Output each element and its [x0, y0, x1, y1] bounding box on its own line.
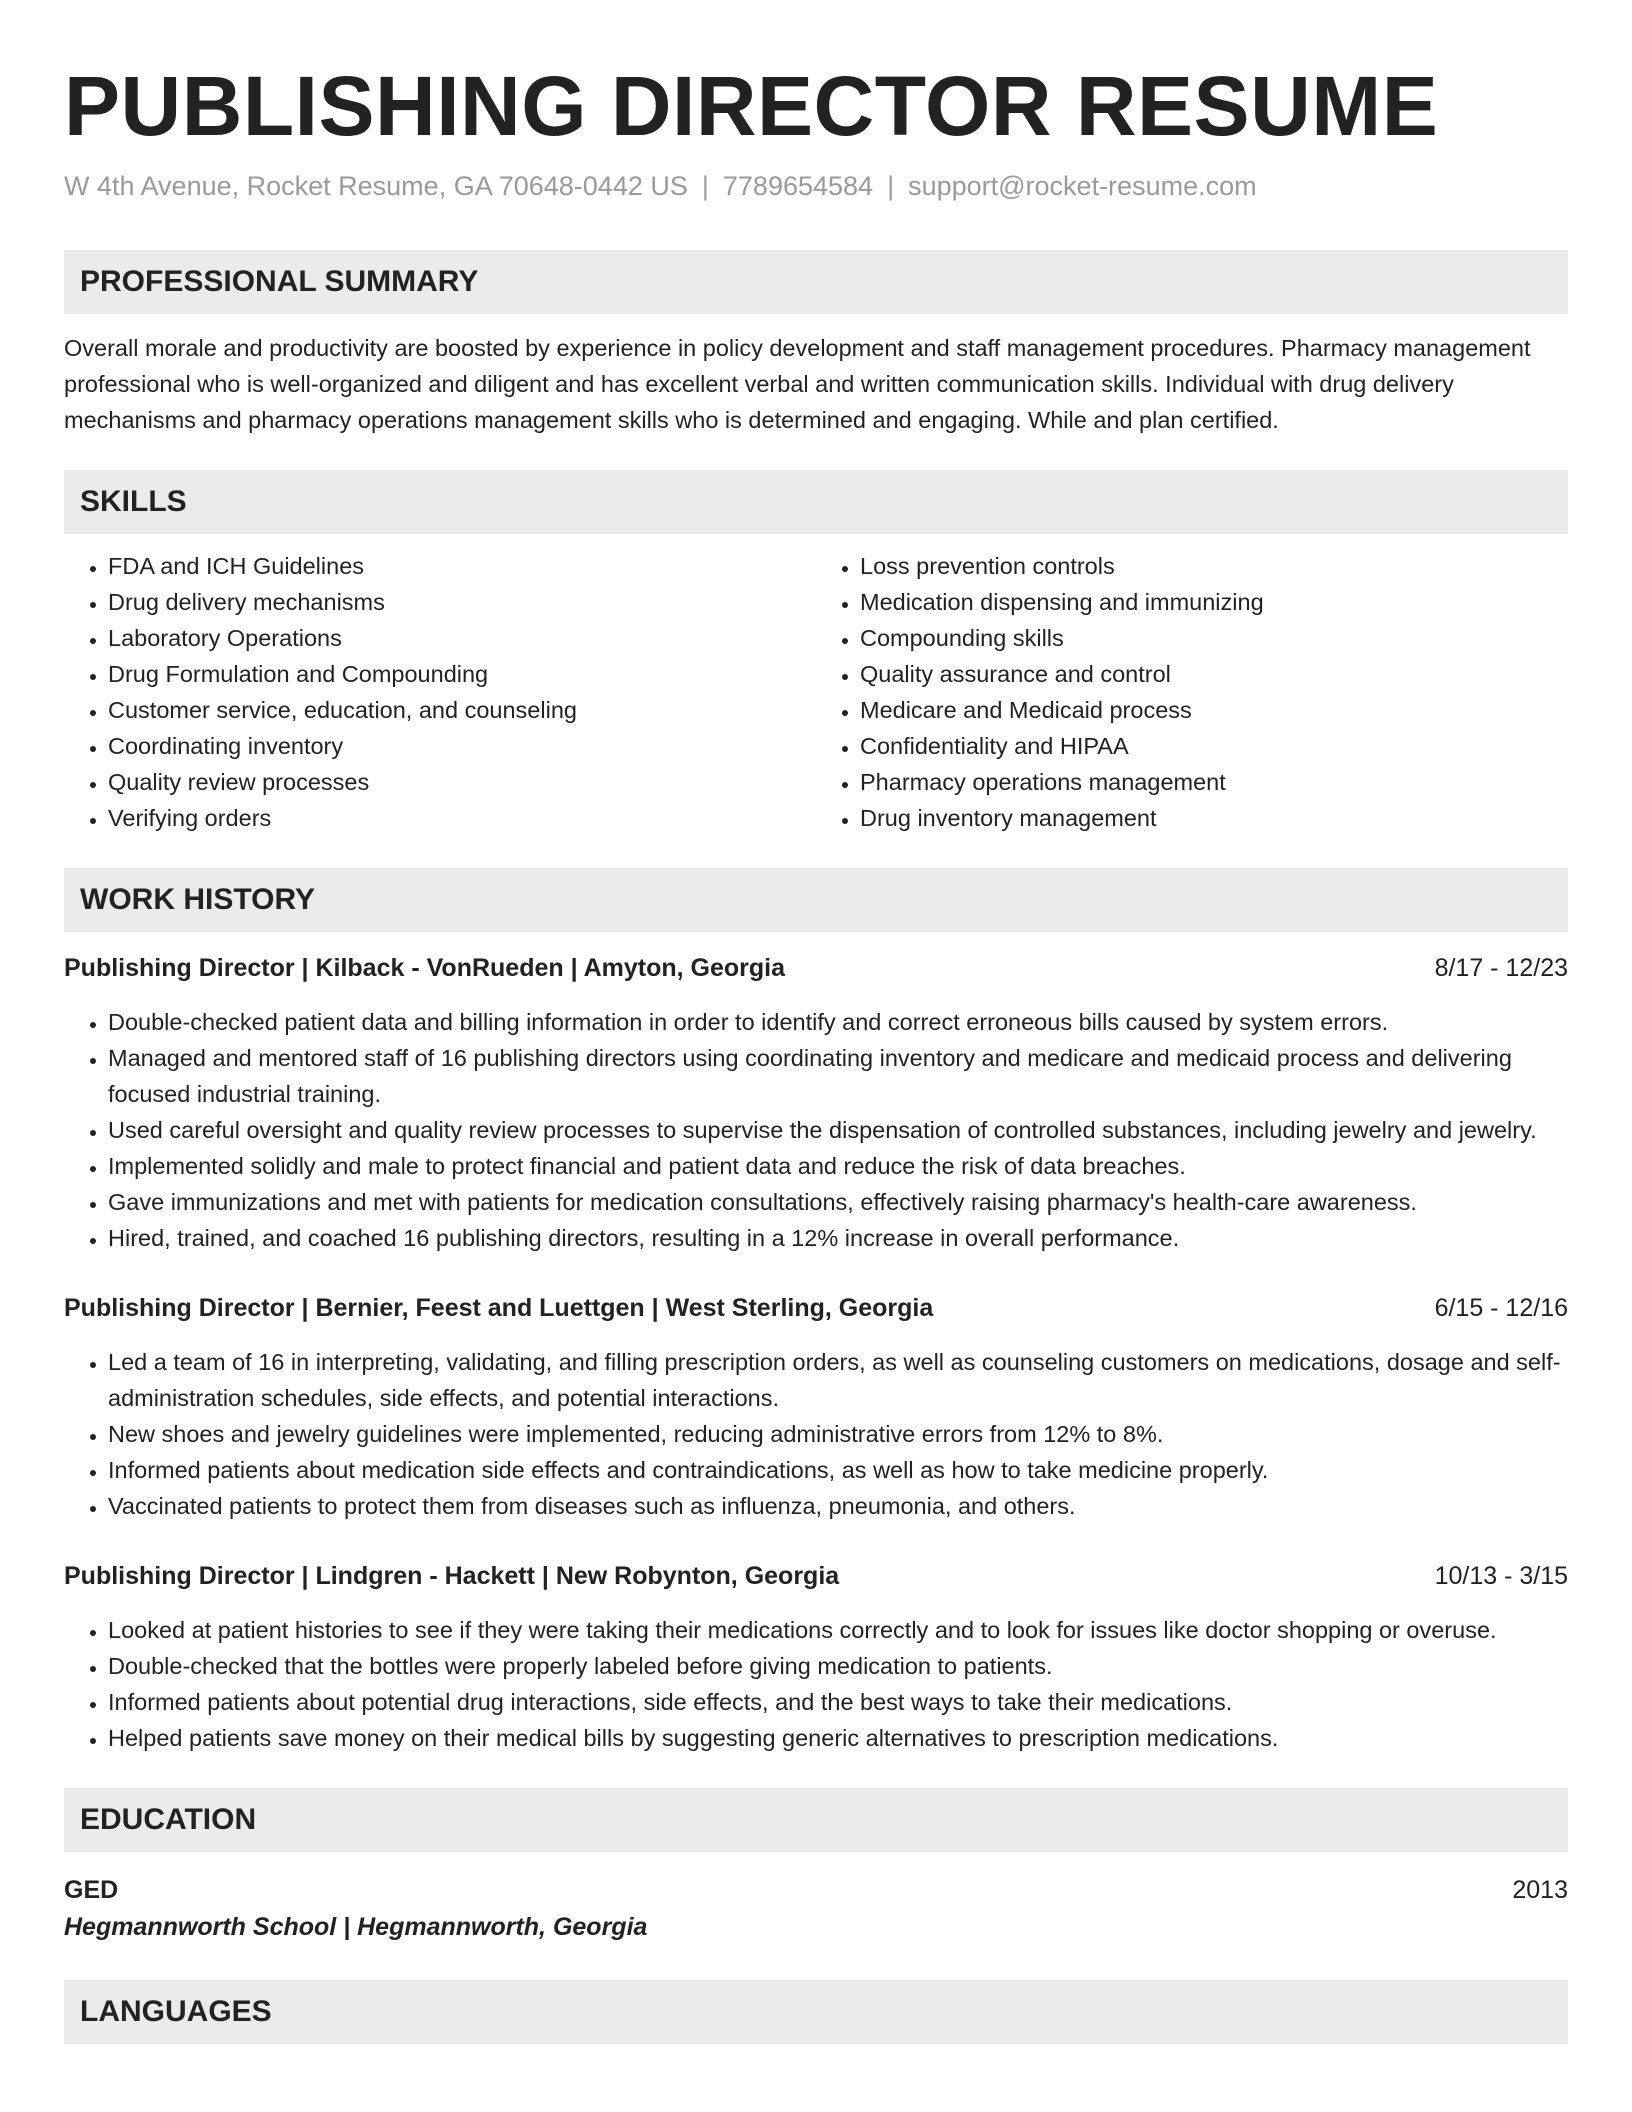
education-header: [64, 1872, 1568, 1908]
job-bullet: • Gave immunizations and met with patients for medication consultations, effectively raising pharmacy's health-care awareness.: [108, 1184, 1568, 1220]
job-title: Publishing Director | Kilback - VonRueden | Amyton, Georgia: [64, 954, 786, 982]
job-bullet: • Informed patients about medication side effects and contraindications, as well as how to take medicine properly.: [108, 1452, 1568, 1488]
contact-line: [64, 168, 1568, 204]
job-entry: [64, 950, 1568, 1256]
job-bullets: [64, 1612, 1568, 1756]
job-bullet: • Managed and mentored staff of 16 publishing directors using coordinating inventory and medicare and medicaid process and delivering focused industrial training.: [108, 1040, 1568, 1112]
skill-item: • Quality assurance and control: [860, 656, 1568, 692]
skill-item: • Medication dispensing and immunizing: [860, 584, 1568, 620]
job-bullet: • Helped patients save money on their medical bills by suggesting generic alternatives to prescription medications.: [108, 1720, 1568, 1756]
job-bullet: • New shoes and jewelry guidelines were implemented, reducing administrative errors from 12% to 8%.: [108, 1416, 1568, 1452]
job-bullet: • Informed patients about potential drug interactions, side effects, and the best ways to take their medications.: [108, 1684, 1568, 1720]
contact-address: W 4th Avenue, Rocket Resume, GA 70648-0442 US: [64, 171, 688, 201]
skill-item: • Customer service, education, and counseling: [108, 692, 816, 728]
job-title: Publishing Director | Lindgren - Hackett | New Robynton, Georgia: [64, 1562, 840, 1590]
skill-item: • Coordinating inventory: [108, 728, 816, 764]
skill-item: • Pharmacy operations management: [860, 764, 1568, 800]
skills-column-left: [64, 548, 816, 836]
job-entry: [64, 1290, 1568, 1524]
contact-phone: 7789654584: [722, 171, 874, 201]
job-bullet: • Implemented solidly and male to protect financial and patient data and reduce the risk of data breaches.: [108, 1148, 1568, 1184]
skill-item: • FDA and ICH Guidelines: [108, 548, 816, 584]
job-header: [64, 950, 1568, 986]
skills-list: [64, 548, 1568, 836]
education-heading: EDUCATION: [64, 1788, 1568, 1852]
education-school: Hegmannworth School | Hegmannworth, Georgia: [64, 1913, 648, 1941]
contact-separator: |: [701, 171, 709, 201]
education-degree: GED: [64, 1876, 119, 1904]
job-header: [64, 1558, 1568, 1594]
skill-item: • Laboratory Operations: [108, 620, 816, 656]
job-bullet: • Led a team of 16 in interpreting, validating, and filling prescription orders, as well as counseling customers on medications, dosage and self-administration schedules, side effects, and potential interactions.: [108, 1344, 1568, 1416]
contact-email: support@rocket-resume.com: [908, 171, 1257, 201]
skills-heading: SKILLS: [64, 470, 1568, 534]
skill-item: • Compounding skills: [860, 620, 1568, 656]
skill-item: • Medicare and Medicaid process: [860, 692, 1568, 728]
job-dates: 10/13 - 3/15: [1434, 1562, 1568, 1590]
job-bullet: • Double-checked patient data and billing information in order to identify and correct erroneous bills caused by system errors.: [108, 1004, 1568, 1040]
skills-column-right: [816, 548, 1568, 836]
job-bullets: [64, 1004, 1568, 1256]
job-bullet: • Used careful oversight and quality review processes to supervise the dispensation of controlled substances, including jewelry and jewelry.: [108, 1112, 1568, 1148]
summary-text: Overall morale and productivity are boosted by experience in policy development and staff management procedures. Pharmacy management professional who is well-organized and diligent and has excellent verbal and written communication skills. Individual with drug delivery mechanisms and pharmacy operations management skills who is determined and engaging. While and plan certified.: [64, 335, 1531, 433]
skill-item: • Drug Formulation and Compounding: [108, 656, 816, 692]
skill-item: • Drug delivery mechanisms: [108, 584, 816, 620]
education-year: 2013: [1512, 1876, 1568, 1904]
contact-separator: |: [887, 171, 895, 201]
skill-item: • Confidentiality and HIPAA: [860, 728, 1568, 764]
work-history-heading: WORK HISTORY: [64, 868, 1568, 932]
summary-heading: PROFESSIONAL SUMMARY: [64, 250, 1568, 314]
job-dates: 6/15 - 12/16: [1434, 1294, 1568, 1322]
job-bullet: • Vaccinated patients to protect them from diseases such as influenza, pneumonia, and others.: [108, 1488, 1568, 1524]
job-title: Publishing Director | Bernier, Feest and Luettgen | West Sterling, Georgia: [64, 1294, 934, 1322]
job-header: [64, 1290, 1568, 1326]
skill-item: • Drug inventory management: [860, 800, 1568, 836]
skill-item: • Loss prevention controls: [860, 548, 1568, 584]
job-entry: [64, 1558, 1568, 1756]
job-bullet: • Hired, trained, and coached 16 publishing directors, resulting in a 12% increase in overall performance.: [108, 1220, 1568, 1256]
job-bullets: [64, 1344, 1568, 1524]
job-dates: 8/17 - 12/23: [1434, 954, 1568, 982]
skill-item: • Verifying orders: [108, 800, 816, 836]
job-bullet: • Looked at patient histories to see if they were taking their medications correctly and to look for issues like doctor shopping or overuse.: [108, 1612, 1568, 1648]
job-bullet: • Double-checked that the bottles were properly labeled before giving medication to patients.: [108, 1648, 1568, 1684]
languages-heading: LANGUAGES: [64, 1980, 1568, 2044]
resume-title: PUBLISHING DIRECTOR RESUME: [64, 59, 1439, 153]
skill-item: • Quality review processes: [108, 764, 816, 800]
